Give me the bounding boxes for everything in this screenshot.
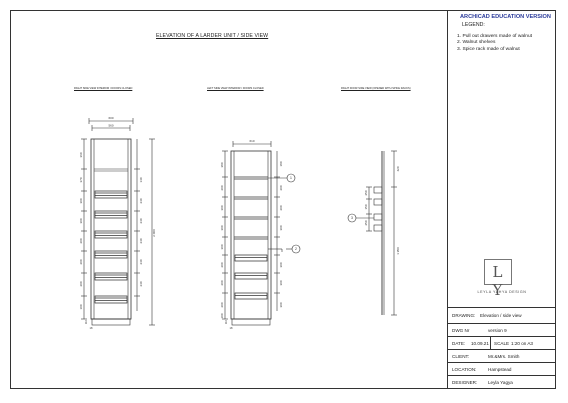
view2-dim-7: 200 xyxy=(220,280,224,286)
date-value: 10.09.21 xyxy=(471,341,489,346)
legend-item: 1. Pull out drawers made of walnut xyxy=(457,34,533,39)
view2-right-dim-3: 200 xyxy=(279,205,283,211)
view2-right-dim-7: 300 xyxy=(279,302,283,308)
view2-dim-3: 300 xyxy=(220,205,224,211)
view1-dim-5: 200 xyxy=(79,238,83,244)
scale-value: 1:20 on A3 xyxy=(511,341,533,346)
title-row-dwg xyxy=(448,323,556,337)
view1-right-dim-6: 240 xyxy=(139,281,143,287)
drawing-title: ELEVATION OF A LARDER UNIT / SIDE VIEW xyxy=(156,33,269,39)
view2-right-dim-6: 300 xyxy=(279,280,283,286)
client-value: Mr.&Mrs. Smith xyxy=(488,354,520,359)
view3-door xyxy=(348,151,397,315)
view2-dim-4: 300 xyxy=(220,225,224,231)
view1-right-dim-3: 240 xyxy=(139,218,143,224)
view1-bottom-dim-2: 18 xyxy=(89,327,93,330)
title-panel xyxy=(447,11,556,388)
view1-dim-2: 370 xyxy=(79,177,83,183)
view1-width-outer: 600 xyxy=(108,116,114,120)
client-label: CLIENT: xyxy=(452,354,470,359)
logo-mark: L Y xyxy=(492,263,504,299)
view2-dim-1: 380 xyxy=(220,162,224,168)
view1-right-dim-4: 240 xyxy=(139,238,143,244)
view1-dim-7: 200 xyxy=(79,281,83,287)
designer-label: DESIGNER: xyxy=(452,380,478,385)
title-row-drawing xyxy=(448,307,556,324)
drawing-sheet xyxy=(10,10,556,389)
view2-right-dim-5: 300 xyxy=(279,262,283,268)
title-row-location xyxy=(448,362,556,376)
view1-dim-4: 300 xyxy=(79,218,83,224)
view2-dim-8: 200 xyxy=(220,302,224,308)
view1-width-inner: 560 xyxy=(108,123,114,128)
view2-right-dim-4: 300 xyxy=(279,225,283,231)
date-label: DATE: xyxy=(452,341,466,346)
dwg-value: version 9 xyxy=(488,328,507,333)
elevation-drawing xyxy=(11,11,447,388)
legend-item: 3. Spice rack made of walnut xyxy=(457,46,520,52)
view3-dim-3: 250 xyxy=(364,220,368,226)
view3-dim-2: 150 xyxy=(364,204,368,210)
title-row-client xyxy=(448,349,556,363)
view1-dim-8: 100 xyxy=(79,304,83,310)
drawing-value: Elevation / side view xyxy=(480,313,522,318)
view2-dim-9: 100 xyxy=(220,313,224,319)
view1-bottom-dim-1: 110 xyxy=(85,319,88,325)
brand-name: LEYLA YAHYA DESIGN xyxy=(477,290,527,294)
drawing-label: DRAWING: xyxy=(452,313,476,318)
view3-dim-total: 1 950 xyxy=(396,247,400,255)
drawing-area xyxy=(11,11,447,388)
view2-right-dim-2: 200 xyxy=(279,185,283,191)
view2-width: 610 xyxy=(249,139,255,143)
view-title-right-interior: RIGHT SIDE VIEW INTERIOR / DOORS CLOSED xyxy=(74,87,133,90)
callout-1: 1 xyxy=(290,176,292,181)
view2-bottom-dim-2: 18 xyxy=(229,327,233,330)
view-title-left-interior: LEFT SIDE VIEW INTERIOR / DOORS CLOSED xyxy=(207,87,264,90)
view1-height-total: 2 000 xyxy=(152,229,156,237)
callout-2: 2 xyxy=(295,247,297,252)
view2-cabinet xyxy=(222,141,300,325)
callout-3: 3 xyxy=(351,216,353,221)
dwg-label: DWG Nr xyxy=(452,328,470,333)
view1-right-dim-2: 240 xyxy=(139,198,143,204)
view1-cabinet xyxy=(81,118,155,325)
edition-label: ARCHICAD EDUCATION VERSION xyxy=(460,14,551,20)
legend-title: LEGEND: xyxy=(462,22,485,28)
view-title-door-spice: RIGHT DOOR SIDE VIEW (OPENED WITH SPICE RACKS) xyxy=(341,87,411,90)
title-row-date-scale xyxy=(448,336,556,350)
view3-dim-top: 420 xyxy=(396,166,400,172)
view1-dim-3: 300 xyxy=(79,198,83,204)
legend-item: 2. Walnut shelves xyxy=(457,40,496,46)
designer-value: Leyla Yagya xyxy=(488,380,513,385)
view2-dim-2: 200 xyxy=(220,185,224,191)
view2-dim-6: 200 xyxy=(220,262,224,268)
view2-dim-5: 300 xyxy=(220,244,224,250)
legend-list xyxy=(457,34,532,53)
view1-dim-1: 360 xyxy=(79,152,83,158)
title-row-designer xyxy=(448,375,556,389)
view2-right-dim-1: 180 xyxy=(279,161,283,167)
view1-dim-6: 200 xyxy=(79,259,83,265)
view1-right-dim-1: 140 xyxy=(139,177,143,183)
location-value: Hampstead xyxy=(488,367,512,372)
scale-label: SCALE xyxy=(490,337,509,350)
view2-bottom-dim-1: 110 xyxy=(225,319,228,325)
location-label: LOCATION: xyxy=(452,367,477,372)
view3-dim-1: 250 xyxy=(364,190,368,196)
view1-right-dim-5: 240 xyxy=(139,259,143,265)
